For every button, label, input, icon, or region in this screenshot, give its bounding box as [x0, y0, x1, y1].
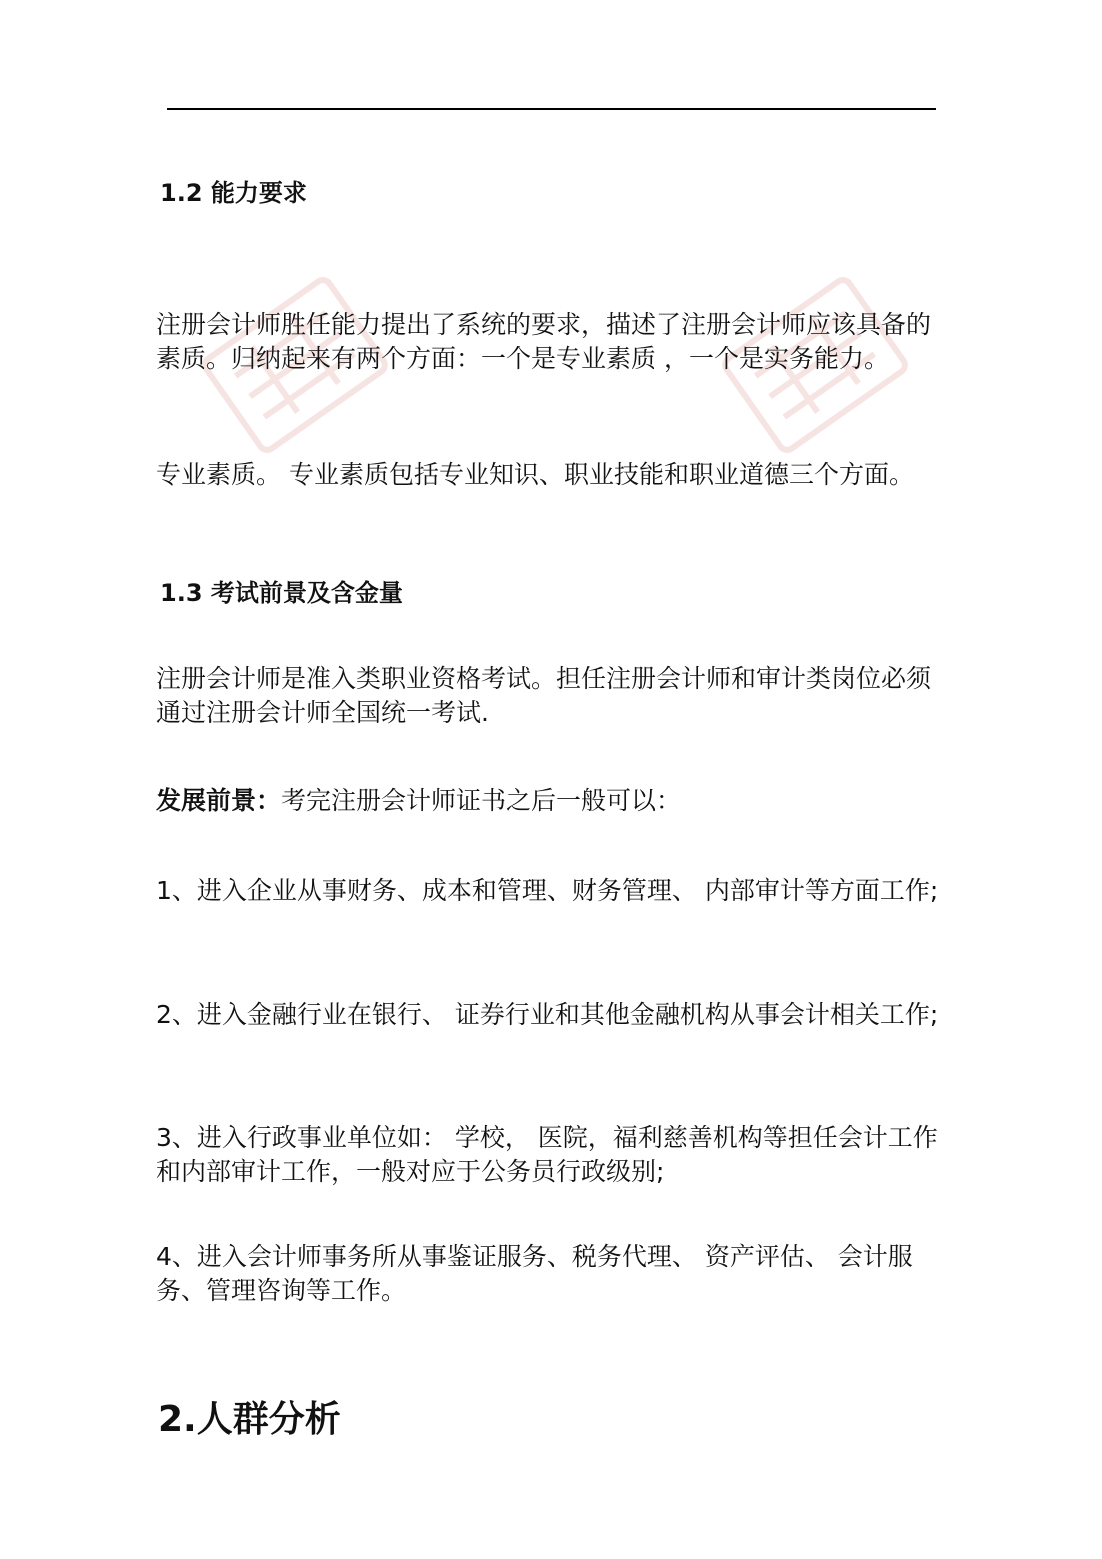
section-1-2-heading: 1.2 能力要求	[160, 179, 307, 207]
list-item-text: 4、进入会计师事务所从事鉴证服务、税务代理、 资产评估、 会计服务、管理咨询等工作。	[156, 1242, 913, 1305]
chapter-2-heading: 2.人群分析	[158, 1399, 341, 1440]
section-1-2-paragraph-1	[156, 308, 941, 376]
prospect-text: 考完注册会计师证书之后一般可以：	[281, 786, 682, 815]
prospect-label: 发展前景：	[156, 786, 282, 815]
header-rule	[167, 108, 936, 110]
list-item-text: 1、进入企业从事财务、成本和管理、财务管理、 内部审计等方面工作;	[156, 876, 939, 905]
list-item-text: 3、进入行政事业单位如： 学校， 医院，福利慈善机构等担任会计工作和内部审计工作，一般对应于公务员行政级别;	[156, 1123, 938, 1186]
list-item	[156, 1240, 941, 1308]
paragraph-text: 专业素质。 专业素质包括专业知识、职业技能和职业道德三个方面。	[156, 460, 914, 489]
section-1-2-paragraph-2	[156, 458, 941, 492]
prospect-paragraph	[156, 784, 941, 818]
section-1-3-heading: 1.3 考试前景及含金量	[160, 579, 403, 607]
paragraph-text	[156, 784, 941, 818]
section-1-3-paragraph-1	[156, 662, 941, 730]
paragraph-text: 注册会计师胜任能力提出了系统的要求，描述了注册会计师应该具备的素质。归纳起来有两个方面：一个是专业素质 ，一个是实务能力。	[156, 310, 932, 373]
list-item	[156, 874, 941, 908]
list-item	[156, 998, 941, 1032]
list-item	[156, 1121, 941, 1189]
paragraph-text: 注册会计师是准入类职业资格考试。担任注册会计师和审计类岗位必须通过注册会计师全国统一考试.	[156, 664, 932, 727]
list-item-text: 2、进入金融行业在银行、 证券行业和其他金融机构从事会计相关工作;	[156, 1000, 939, 1029]
